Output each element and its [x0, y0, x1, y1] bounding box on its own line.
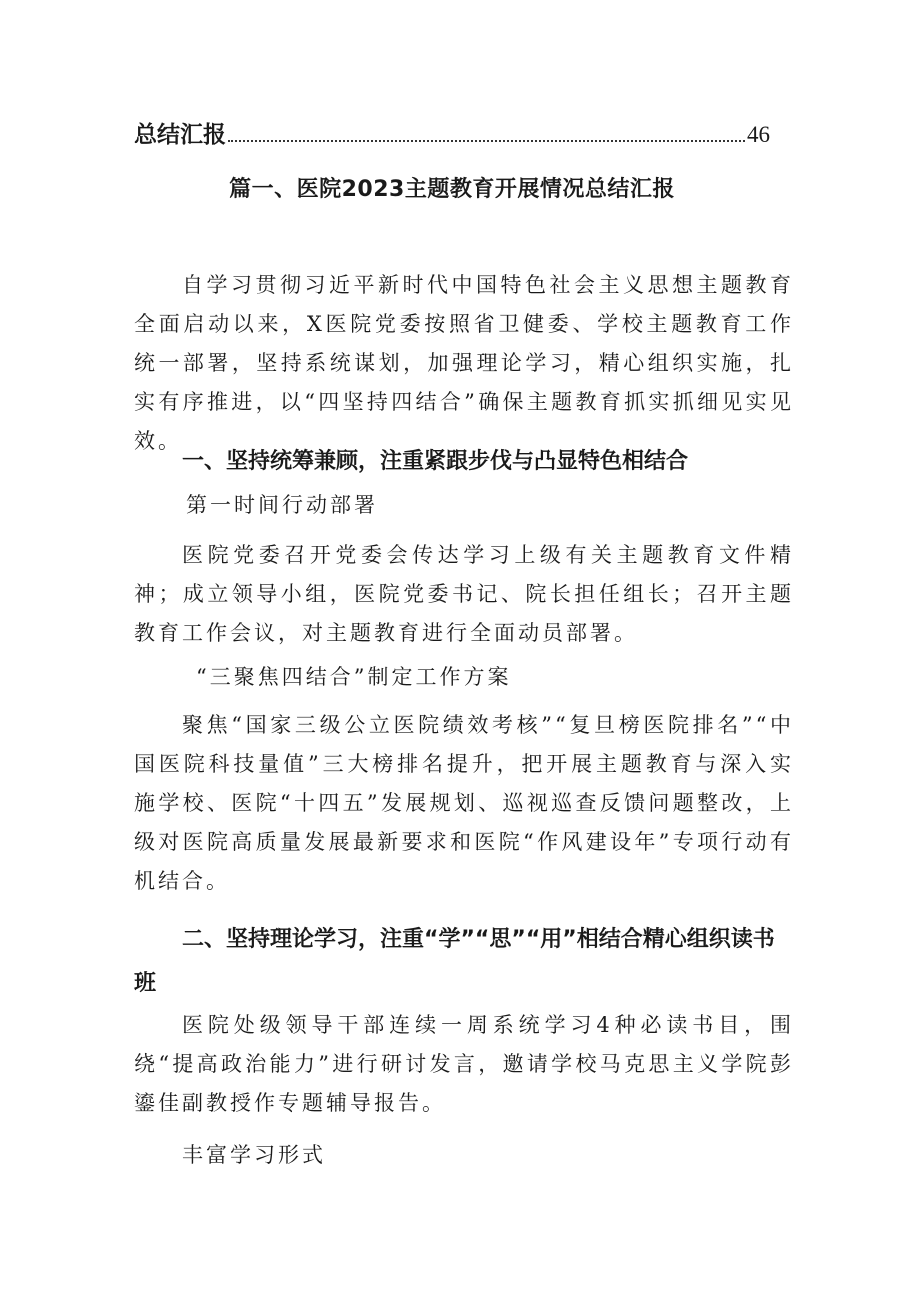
toc-leader-dots — [228, 122, 745, 142]
section-1-paragraph-2: 聚焦“国家三级公立医院绩效考核”“复旦榜医院排名”“中国医院科技量值”三大榜排名提升，把开展主题教育与深入实施学校、医院“十四五”发展规划、巡视巡查反馈问题整改，上级对医院高质量发展最新要求和医院“作风建设年”专项行动有机结合。 — [134, 713, 794, 893]
section-1-subheading-1: 第一时间行动部署 — [186, 493, 378, 517]
section-1-paragraph-1: 医院党委召开党委会传达学习上级有关主题教育文件精神；成立领导小组，医院党委书记、院长担任组长；召开主题教育工作会议，对主题教育进行全面动员部署。 — [134, 543, 794, 645]
section-2-subheading-1: 丰富学习形式 — [182, 1143, 326, 1167]
intro-paragraph: 自学习贯彻习近平新时代中国特色社会主义思想主题教育全面启动以来，X医院党委按照省卫健委、学校主题教育工作统一部署，坚持系统谋划，加强理论学习，精心组织实施，扎实有序推进，以“四坚持四结合”确保主题教育抓实抓细见实见效。 — [134, 273, 794, 453]
section-1-heading: 一、坚持统筹兼顾，注重紧跟步伐与凸显特色相结合 — [182, 449, 689, 474]
toc-entry-text: 总结汇报 — [134, 122, 226, 148]
toc-entry[interactable] — [134, 116, 770, 148]
section-1-subheading-2: “三聚焦四结合”制定工作方案 — [196, 665, 512, 689]
section-2-heading: 二、坚持理论学习，注重“学”“思”“用”相结合精心组织读书班 — [134, 927, 775, 996]
section-2-paragraph-1: 医院处级领导干部连续一周系统学习4种必读书目，围绕“提高政治能力”进行研讨发言，邀请学校马克思主义学院彭鎏佳副教授作专题辅导报告。 — [134, 1013, 794, 1115]
toc-page-number: 46 — [747, 122, 770, 147]
document-title: 篇一、医院2023主题教育开展情况总结汇报 — [229, 177, 675, 202]
